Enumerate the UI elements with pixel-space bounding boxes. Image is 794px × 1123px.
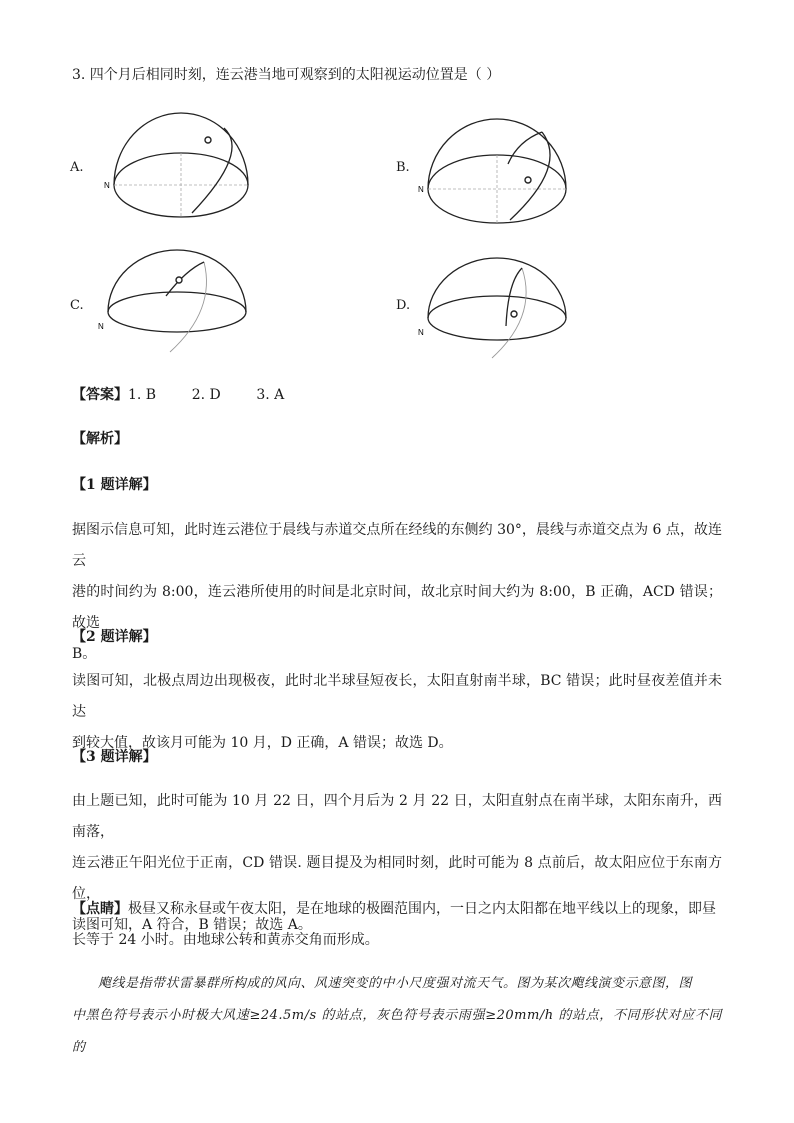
- sun-marker-icon: [176, 277, 182, 283]
- option-b-hemisphere-figure: [418, 116, 578, 226]
- answer-line: [72, 380, 284, 411]
- next-line: 中黑色符号表示小时极大风速≥24.5m/s 的站点，灰色符号表示雨强≥20mm/h 的站点，不同形状对应不同的: [72, 1008, 722, 1055]
- tip-line: 长等于 24 小时。由地球公转和黄赤交角而形成。: [72, 932, 379, 948]
- sun-marker-icon: [525, 177, 531, 183]
- q3-line: 由上题已知，此时可能为 10 月 22 日，四个月后为 2 月 22 日，太阳直射点在南半球，太阳东南升，西南落，: [72, 793, 722, 840]
- q2-line: 读图可知，北极点周边出现极夜，此时北半球昼短夜长，太阳直射南半球，BC 错误；此时昼夜差值并未达: [72, 673, 722, 720]
- north-label: N: [104, 181, 110, 190]
- north-label: N: [418, 185, 424, 194]
- q1-heading: 【1 题详解】: [72, 477, 157, 493]
- q1-line: B。: [72, 646, 97, 662]
- tip-text: 极昼又称永昼或午夜太阳，是在地球的极圈范围内，一日之内太阳都在地平线以上的现象，即昼: [128, 901, 716, 917]
- q3-heading: 【3 题详解】: [72, 749, 157, 765]
- q3-line: 读图可知，A 符合，B 错误；故选 A。: [72, 917, 312, 933]
- q1-line: 据图示信息可知，此时连云港位于晨线与赤道交点所在经线的东侧约 30°，晨线与赤道交点为 6 点，故连云: [72, 522, 722, 569]
- q1-line: 港的时间约为 8:00，连云港所使用的时间是北京时间，故北京时间大约为 8:00，B 正确，ACD 错误；故选: [72, 584, 722, 631]
- question-text: 3. 四个月后相同时刻，连云港当地可观察到的太阳视运动位置是（ ）: [72, 67, 501, 83]
- option-d-label: D.: [396, 298, 411, 313]
- answer-items: 1. B 2. D 3. A: [128, 387, 285, 403]
- sun-marker-icon: [205, 137, 211, 143]
- tip-line: [72, 894, 722, 925]
- sun-marker-icon: [511, 311, 517, 317]
- q2-line: 到较大值，故该月可能为 10 月，D 正确，A 错误；故选 D。: [72, 735, 453, 751]
- q3-line: 连云港正午阳光位于正南，CD 错误. 题目提及为相同时刻，此时可能为 8 点前后，故太阳应位于东南方位，: [72, 855, 722, 902]
- tip-body: [72, 894, 722, 956]
- q2-body: [72, 666, 722, 759]
- q2-heading: 【2 题详解】: [72, 629, 157, 645]
- tip-tag: 【点睛】: [72, 901, 128, 917]
- option-d-hemisphere-figure: [418, 256, 578, 366]
- option-c-hemisphere-figure: [96, 250, 256, 360]
- next-passage: [72, 968, 722, 1064]
- next-line: 飑线是指带状雷暴群所构成的风向、风速突变的中小尺度强对流天气。图为某次飑线演变示意图，图: [98, 976, 693, 991]
- north-label: N: [98, 322, 104, 331]
- q1-body: [72, 515, 722, 670]
- north-label: N: [418, 328, 424, 337]
- option-c-label: C.: [70, 298, 84, 313]
- answer-tag: 【答案】: [72, 387, 128, 403]
- analysis-heading: 【解析】: [72, 431, 128, 447]
- option-a-hemisphere-figure: [100, 112, 260, 222]
- option-a-label: A.: [70, 160, 84, 175]
- option-b-label: B.: [396, 160, 410, 175]
